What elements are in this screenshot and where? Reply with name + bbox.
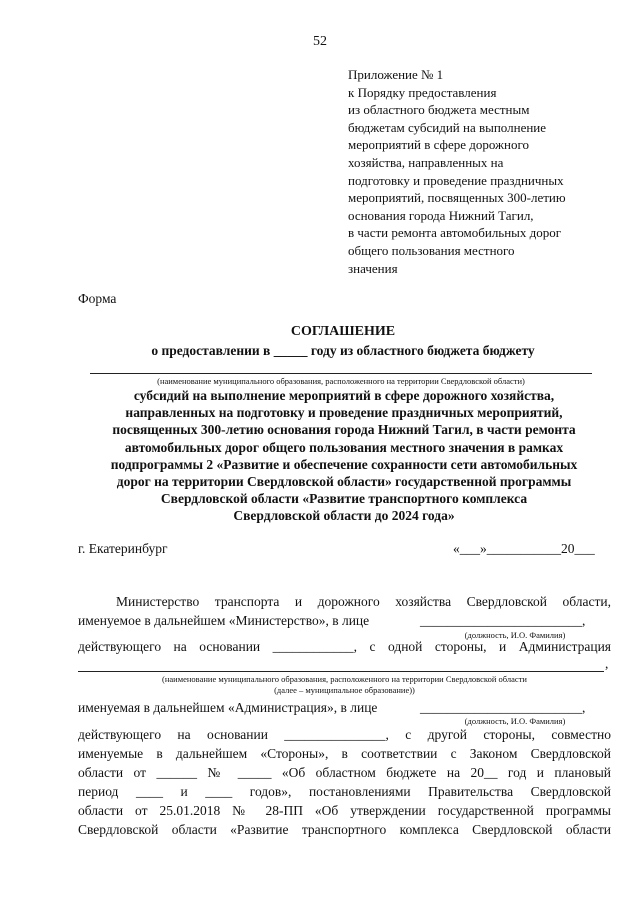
position-caption-2: (должность, И.О. Фамилия) [464,716,566,726]
appendix-line: значения [348,260,398,276]
agreement-subject [70,387,618,525]
subject-line: посвященных 300-летию основания города Нижний Тагил, в части ремонта [112,422,576,438]
appendix-line: Приложение № 1 [348,67,444,82]
appendix-line: мероприятий в сфере дорожного [348,137,530,153]
appendix-line: к Порядку предоставления [348,84,497,100]
subject-line: субсидий на выполнение мероприятий в сфере дорожного хозяйства, [133,388,555,403]
municipality-caption-2: (наименование муниципального образования, расположенного на территории Свердловской области [162,674,527,684]
page-number: 52 [313,34,327,49]
body-line: Свердловской области «Развитие транспортного комплекса Свердловской области [78,822,611,837]
subject-line: подпрограммы 2 «Развитие и обеспечение сохранности сети автомобильных [110,456,578,472]
body-line: Министерство транспорта и дорожного хозяйства Свердловской области, [116,594,611,609]
body-line: области от ______ № _____ «Об областном бюджете на 20__ год и плановый [78,765,611,780]
municipality-caption: (наименование муниципального образования, расположенного на территории Свердловской области) [157,376,525,386]
municipality-blank-line [90,373,592,374]
appendix-line: из областного бюджета местным [348,102,530,118]
subject-line: направленных на подготовку и проведение праздничных мероприятий, [125,405,563,421]
body-line: действующего на основании ____________, с одной стороны, и Администрация [78,639,611,654]
body-line: области от 25.01.2018 № 28-ПП «Об утверждении государственной программы [78,803,611,818]
municipality-blank-line-2 [78,671,604,672]
appendix-line: в части ремонта автомобильных дорог [348,225,562,241]
municipality-caption-3: (далее – муниципальное образование)) [274,685,415,695]
subject-line: Свердловской области до 2024 года» [233,508,455,524]
document-subtitle: о предоставлении в _____ году из областного бюджета бюджету [151,343,535,358]
subject-line: Свердловской области «Развитие транспортного комплекса [160,491,528,507]
document-title: СОГЛАШЕНИЕ [290,324,396,339]
body-line: именуемое в дальнейшем «Министерство», в лице [78,613,370,628]
appendix-line: бюджетам субсидий на выполнение [348,119,547,135]
body-line: именуемые в дальнейшем «Стороны», в соответствии с Законом Свердловской [78,746,611,761]
date-blank: «___»___________20___ [453,541,595,556]
appendix-line: основания города Нижний Тагил, [348,207,534,223]
body-line-comma: , [605,656,609,671]
subject-line: автомобильных дорог общего пользования местного значения в рамках [124,439,564,455]
body-line: период ____ и ____ годов», постановлениями Правительства Свердловской [78,784,611,799]
appendix-line: подготовку и проведение праздничных [348,172,564,188]
body-line: именуемая в дальнейшем «Администрация», в лице [78,700,378,715]
position-blank-2: ________________________, [420,700,586,715]
position-blank: ________________________, [420,613,586,628]
appendix-line: общего пользования местного [348,242,515,258]
position-caption: (должность, И.О. Фамилия) [464,630,566,640]
appendix-line: хозяйства, направленных на [348,154,504,170]
appendix-line: мероприятий, посвященных 300-летию [348,190,566,206]
subject-line: дорог на территории Свердловской области» государственной программы [116,474,572,490]
place-of-signing: г. Екатеринбург [78,541,168,556]
body-line: действующего на основании _______________, с другой стороны, совместно [78,727,611,742]
form-label: Форма [78,291,117,306]
appendix-heading [348,66,566,277]
